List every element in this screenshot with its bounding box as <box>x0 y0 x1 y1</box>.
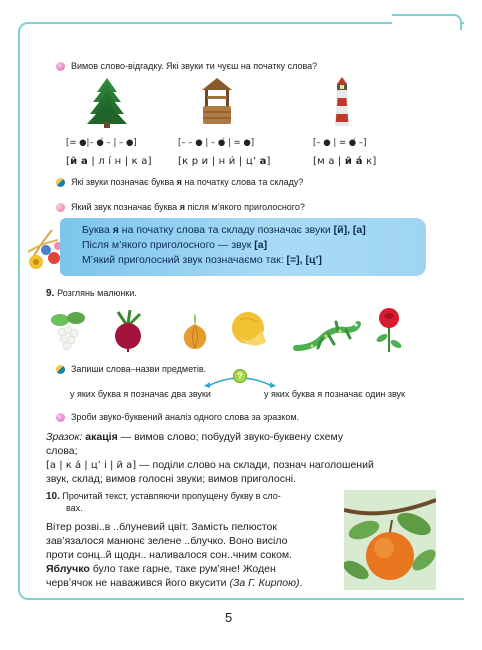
rule-line-1: Буква я на початку слова та складу позначає звуки [й], [а] <box>82 224 366 236</box>
exercise-9: 9. Розглянь малюнки. <box>46 288 137 299</box>
scheme-2: [– – ● | – ●́ | = ●] <box>178 138 255 148</box>
page-number: 5 <box>225 610 233 625</box>
scheme-1: [= ●|– ●́ – | – ●] <box>66 138 137 148</box>
well-icon <box>198 76 236 126</box>
bullet-icon <box>56 365 65 374</box>
scheme-3: [– ● | = ●́ –] <box>313 138 367 148</box>
beet-icon <box>108 310 148 352</box>
bullet-icon <box>56 203 65 212</box>
bullet-icon <box>56 178 65 187</box>
text10-line-4: Яблучко було таке гарне, таке рум’яне! Жоден <box>46 563 276 575</box>
bullet-icon <box>56 62 65 71</box>
sample-line-1: Зразок: акація — вимов слово; побудуй звуко-буквену схему <box>46 431 344 443</box>
sample-line-3: [а | к а́ | ц’ і | й а] — поділи слово на склади, познач наголошений <box>46 459 374 471</box>
question-1: Вимов слово-відгадку. Які звуки ти чуєш на початку слова? <box>56 60 317 72</box>
lighthouse-icon <box>332 76 352 128</box>
lizard-icon <box>292 318 362 354</box>
question-2: Які звуки позначає буква я на початку слова та складу? <box>56 176 303 188</box>
tree-icon <box>85 76 129 128</box>
apple-branch-icon <box>344 490 436 590</box>
text10-line-5: червʼячок не наважився його вкусити (За Г. Кирпою). <box>46 577 303 589</box>
sample-line-4: звук, склад; вимов голосні звуки; вимов приголосні. <box>46 473 297 485</box>
viburnum-icon <box>50 306 86 352</box>
word-2: [к р и | н и́ | ц’ а] <box>178 156 271 167</box>
exercise-10-line-2: вах. <box>66 503 83 513</box>
word-3: [м а | й а́ к] <box>313 156 377 167</box>
text10-line-2: зав’язалося манюнє зелене ..блучко. Воно висіло <box>46 535 288 547</box>
question-3: Який звук позначає буква я після м’якого приголосного? <box>56 201 305 213</box>
bullet-icon <box>56 413 65 422</box>
rule-line-2: Після м’якого приголосного — звук [а] <box>82 239 268 251</box>
sample-line-2: слова; <box>46 445 78 457</box>
column-left: у яких буква я позначає два звуки <box>70 389 211 399</box>
rose-icon <box>374 306 404 354</box>
onion-icon <box>178 312 212 352</box>
question-badge: ? <box>233 369 247 383</box>
text10-line-1: Вітер розві..в ..блуневий цвіт. Замість пелюсток <box>46 521 277 533</box>
column-right: у яких буква я позначає один звук <box>264 389 405 399</box>
word-1: [й а | л і́ н | к а] <box>66 156 152 167</box>
question-4: Запиши слова–назви предметів. <box>56 363 206 375</box>
melon-icon <box>230 308 270 348</box>
question-5: Зроби звуко-буквений аналіз одного слова за зразком. <box>56 411 299 423</box>
page-tab <box>392 14 462 30</box>
text10-line-3: проти сонц..й щодн.. наливалося сон..чним соком. <box>46 549 293 561</box>
rule-box <box>60 218 426 276</box>
exercise-10: 10. Прочитай текст, уставляючи пропущену букву в сло- <box>46 491 281 502</box>
rule-line-3: М’який приголосний звук позначаємо так: [=], [ц’] <box>82 254 322 266</box>
